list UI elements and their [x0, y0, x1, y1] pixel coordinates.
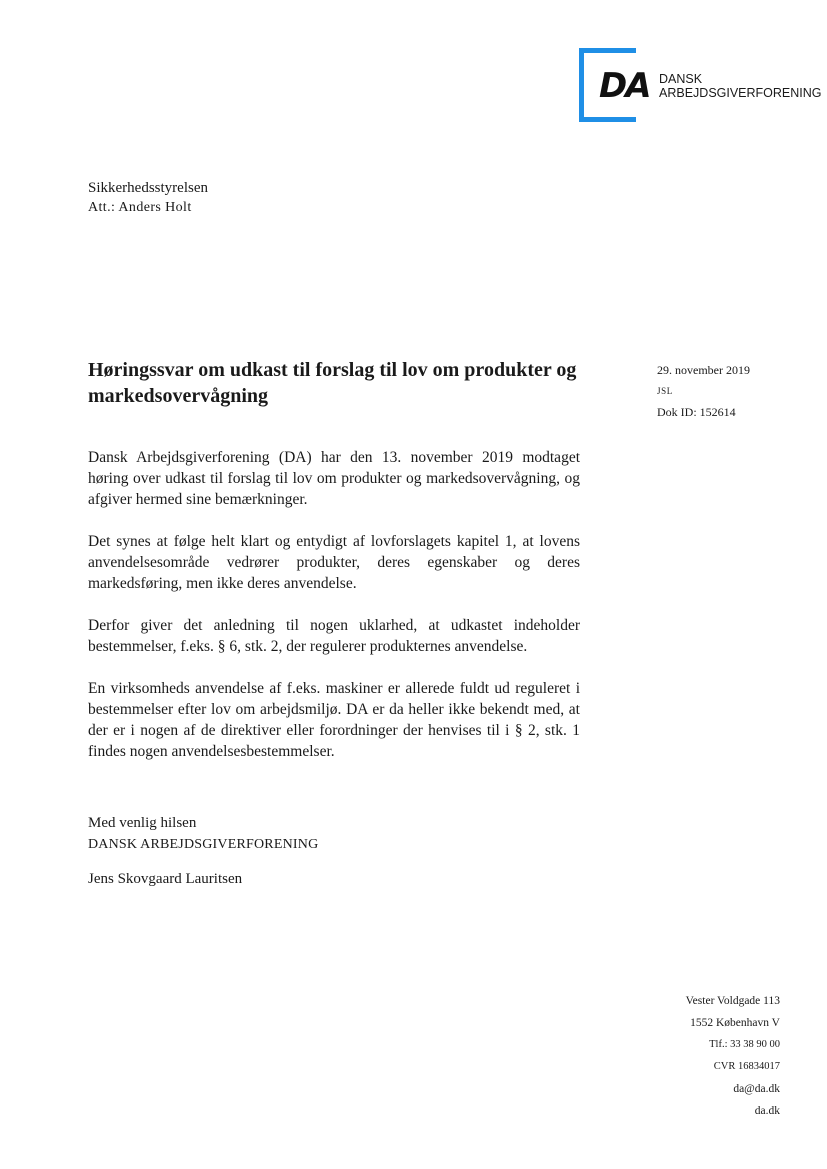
- signer-name: Jens Skovgaard Lauritsen: [88, 871, 243, 887]
- author-initials: JSL: [657, 386, 673, 396]
- address-phone: Tlf.: 33 38 90 00: [709, 1039, 780, 1050]
- document-id: Dok ID: 152614: [657, 405, 736, 419]
- organization-logo: [579, 48, 822, 124]
- recipient-name: Sikkerhedsstyrelsen: [88, 180, 208, 196]
- closing-organization: DANSK ARBEJDSGIVERFORENING: [88, 837, 319, 852]
- document-date: 29. november 2019: [657, 363, 750, 377]
- body-paragraph-3: Derfor giver det anledning til nogen uklarhed, at udkastet indeholder bestemmelser, f.eks. § 6, stk. 2, der regulerer produkternes anvendelse.: [88, 617, 580, 655]
- body-paragraph-1: Dansk Arbejdsgiverforening (DA) har den 13. november 2019 modtaget høring over udkast til forslag til lov om produkter og markedsovervågning, og afgiver hermed sine bemærkninger.: [88, 449, 580, 508]
- logo-mark: [579, 48, 650, 124]
- address-email: da@da.dk: [733, 1083, 780, 1095]
- closing-block: [88, 813, 318, 890]
- body-paragraph-4: En virksomheds anvendelse af f.eks. maskiner er allerede fuldt ud reguleret i bestemmelser efter lov om arbejdsmiljø. DA er da heller ikke bekendt med, at der er i nogen af de direktiver eller forordninger der henvises til i § 2, stk. 1 findes nogen anvendelsesbestemmelser.: [88, 680, 580, 760]
- address-web: da.dk: [754, 1105, 780, 1117]
- recipient-attention: Att.: Anders Holt: [88, 200, 192, 215]
- recipient-block: [88, 178, 208, 218]
- closing-greeting: Med venlig hilsen: [88, 815, 197, 831]
- address-street: Vester Voldgade 113: [685, 995, 780, 1007]
- logo-text: [659, 72, 822, 100]
- letter-body: [88, 447, 580, 783]
- sender-address: [686, 990, 780, 1122]
- logo-letters: DA: [599, 66, 650, 106]
- document-meta: [657, 360, 750, 423]
- address-city: 1552 København V: [690, 1017, 780, 1029]
- address-cvr: CVR 16834017: [713, 1061, 780, 1072]
- body-paragraph-2: Det synes at følge helt klart og entydigt af lovforslagets kapitel 1, at lovens anvendelsesområde vedrører produkter, deres egenskaber og deres markedsføring, men ikke deres anvendelse.: [88, 533, 580, 592]
- document-title: Høringssvar om udkast til forslag til lov om produkter og markedsovervågning: [88, 359, 577, 407]
- logo-text-line1: DANSK: [659, 72, 703, 86]
- logo-text-line2: ARBEJDSGIVERFORENING: [659, 86, 822, 100]
